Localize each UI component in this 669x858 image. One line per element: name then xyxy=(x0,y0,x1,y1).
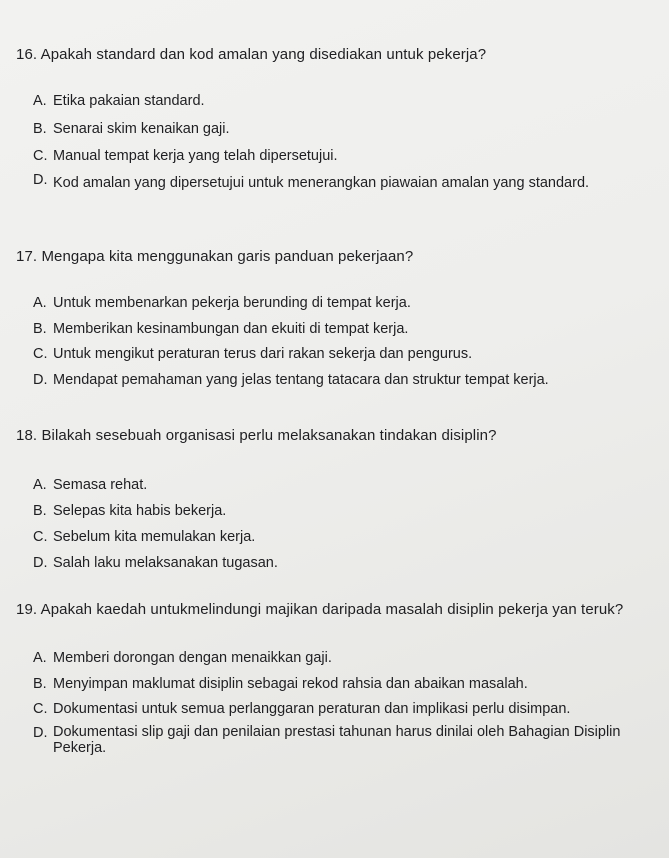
option-a[interactable] xyxy=(33,476,147,494)
option-text: Dokumentasi slip gaji dan penilaian prestasi tahunan harus dinilai oleh Bahagian Disiplin Pekerja. xyxy=(53,724,621,756)
option-text: Kod amalan yang dipersetujui untuk menerangkan piawaian amalan yang standard. xyxy=(53,175,590,191)
option-letter: B. xyxy=(33,503,47,519)
option-text: Senarai skim kenaikan gaji. xyxy=(53,121,230,137)
option-d[interactable] xyxy=(33,554,278,572)
option-text: Semasa rehat. xyxy=(53,477,148,493)
option-text: Dokumentasi untuk semua perlanggaran peraturan dan implikasi perlu disimpan. xyxy=(53,701,571,717)
option-letter: C. xyxy=(33,529,48,545)
question-label: Apakah standard dan kod amalan yang disediakan untuk pekerja? xyxy=(40,46,487,63)
question-19 xyxy=(16,601,656,756)
option-text: Manual tempat kerja yang telah dipersetujui. xyxy=(53,148,338,164)
option-letter: D. xyxy=(33,555,48,571)
option-letter: C. xyxy=(33,701,48,717)
option-c[interactable] xyxy=(33,700,570,718)
question-text xyxy=(16,427,656,445)
question-17 xyxy=(16,248,656,388)
question-text xyxy=(16,601,656,619)
option-a[interactable] xyxy=(33,649,332,667)
option-letter: D. xyxy=(33,725,48,741)
option-letter: B. xyxy=(33,321,47,337)
option-text: Memberi dorongan dengan menaikkan gaji. xyxy=(53,650,332,666)
question-number: 18. xyxy=(16,427,38,444)
option-text: Untuk mengikut peraturan terus dari rakan sekerja dan pengurus. xyxy=(53,346,473,362)
option-letter: B. xyxy=(33,676,47,692)
question-text xyxy=(16,46,656,64)
option-text: Mendapat pemahaman yang jelas tentang tatacara dan struktur tempat kerja. xyxy=(53,372,549,388)
option-c[interactable] xyxy=(33,345,472,363)
option-letter: A. xyxy=(33,93,47,109)
option-text: Memberikan kesinambungan dan ekuiti di tempat kerja. xyxy=(53,321,409,337)
option-b[interactable] xyxy=(33,120,230,138)
option-c[interactable] xyxy=(33,147,338,165)
option-text: Menyimpan maklumat disiplin sebagai rekod rahsia dan abaikan masalah. xyxy=(53,676,528,692)
question-text xyxy=(16,248,656,266)
option-d[interactable] xyxy=(33,371,549,389)
option-a[interactable] xyxy=(33,294,411,312)
question-label: Mengapa kita menggunakan garis panduan pekerjaan? xyxy=(41,248,414,265)
option-text: Selepas kita habis bekerja. xyxy=(53,503,227,519)
option-b[interactable] xyxy=(33,675,528,693)
option-letter: A. xyxy=(33,295,47,311)
option-letter: D. xyxy=(33,172,48,188)
question-number: 16. xyxy=(16,46,38,63)
question-label: Bilakah sesebuah organisasi perlu melaksanakan tindakan disiplin? xyxy=(41,427,497,444)
option-text: Salah laku melaksanakan tugasan. xyxy=(53,555,278,571)
question-number: 19. xyxy=(16,601,38,618)
option-b[interactable] xyxy=(33,320,408,338)
option-letter: C. xyxy=(33,148,48,164)
option-text: Etika pakaian standard. xyxy=(53,93,205,109)
option-letter: B. xyxy=(33,121,47,137)
option-text: Sebelum kita memulakan kerja. xyxy=(53,529,256,545)
option-d[interactable] xyxy=(33,171,613,195)
option-text: Untuk membenarkan pekerja berunding di tempat kerja. xyxy=(53,295,411,311)
option-letter: A. xyxy=(33,477,47,493)
option-d[interactable] xyxy=(33,724,653,756)
option-c[interactable] xyxy=(33,528,255,546)
option-a[interactable] xyxy=(33,92,205,110)
question-label: Apakah kaedah untukmelindungi majikan daripada masalah disiplin pekerja yan teruk? xyxy=(40,601,624,618)
question-16 xyxy=(16,46,656,191)
question-18 xyxy=(16,427,656,571)
option-letter: C. xyxy=(33,346,48,362)
option-letter: D. xyxy=(33,372,48,388)
option-b[interactable] xyxy=(33,502,226,520)
question-number: 17. xyxy=(16,248,38,265)
option-letter: A. xyxy=(33,650,47,666)
